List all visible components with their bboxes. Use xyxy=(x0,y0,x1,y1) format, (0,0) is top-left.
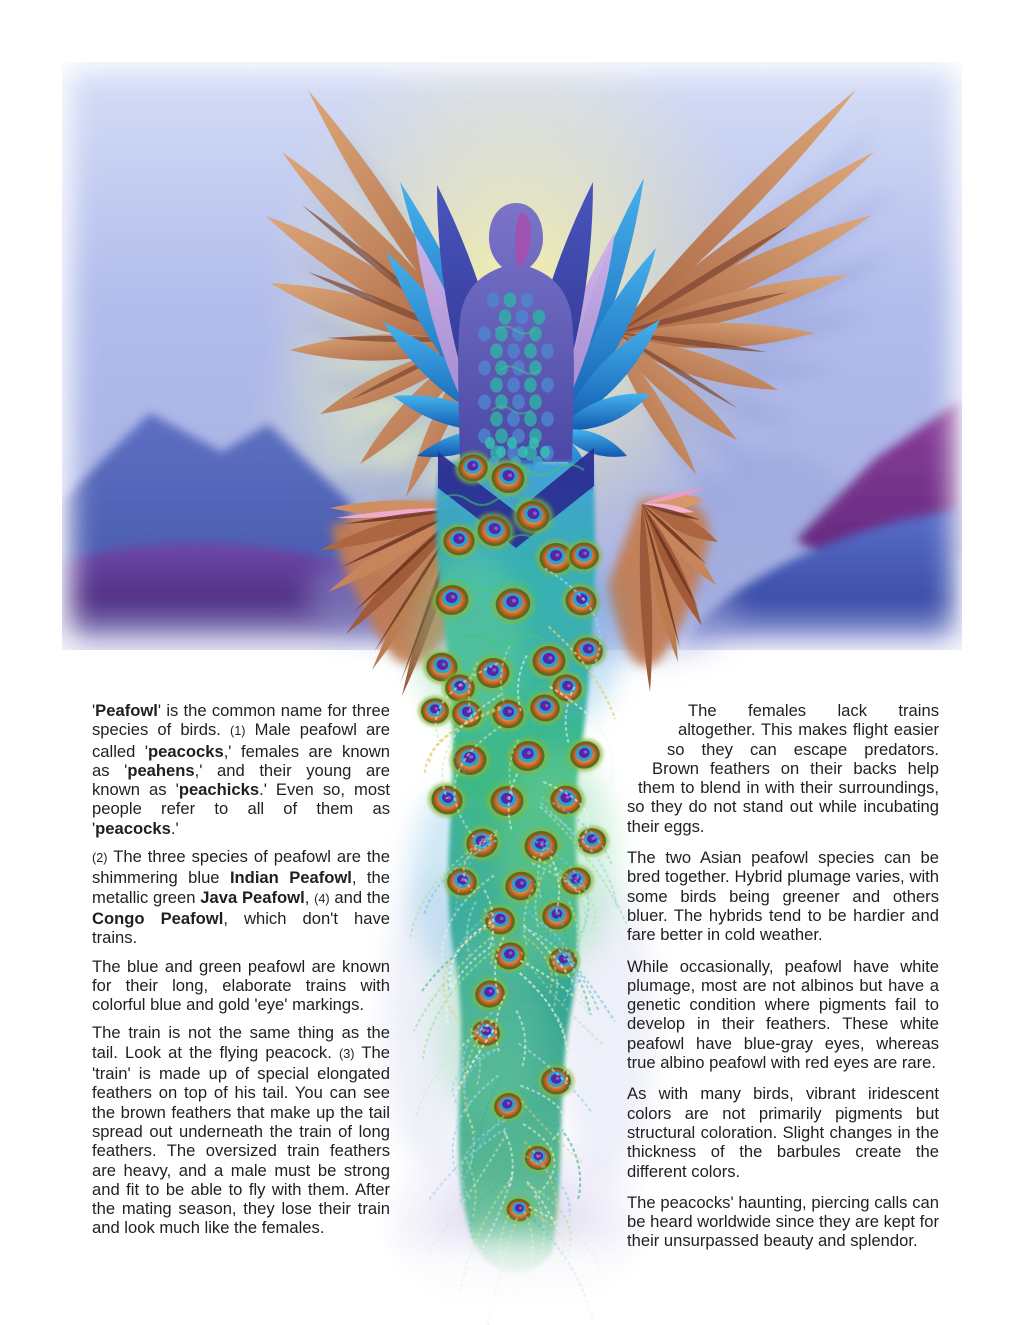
paragraph-right-2: The two Asian peafowl species can be bred together. Hybrid plumage varies, with some birds being greener and others bluer. The hybrids tend to be hardier and fare better in cold weather. xyxy=(627,848,939,945)
text-wrap-spacer xyxy=(627,701,688,720)
paragraph-left-2: (2) The three species of peafowl are the shimmering blue Indian Peafowl, the metallic green Java Peafowl, (4) and the Congo Peafowl, which don't have trains. xyxy=(92,847,391,948)
text-wrap-spacer xyxy=(627,740,667,759)
text-wrap-spacer xyxy=(627,778,638,797)
text-wrap-spacer xyxy=(627,720,678,739)
paragraph-right-1: The females lack trains altogether. This makes flight easier so they can escape predators. Brown feathers on their backs help them to blend in with their surroundings, so they do not stand out while incubating their eggs. xyxy=(627,701,939,836)
paragraph-right-4: As with many birds, vibrant iridescent colors are not primarily pigments but structural coloration. Slight changes in the thickness of the barbules create the different colors. xyxy=(627,1084,939,1181)
paragraph-left-1: 'Peafowl' is the common name for three species of birds. (1) Male peafowl are called 'peacocks,' females are known as 'peahens,' and their young are known as 'peachicks.' Even so, most people refer to all of them as 'peacocks.' xyxy=(92,701,390,838)
left-text-column xyxy=(92,701,390,1247)
right-text-column xyxy=(627,701,939,1263)
paragraph-left-4: The train is not the same thing as the tail. Look at the flying peacock. (3) The 'train' is made up of special elongated feathers on top of his tail. You can see the brown feathers that make up the tail spread out underneath the train of long feathers. The oversized train feathers are heavy, and a male must be strong and fit to be able to fly with them. After the mating season, they lose their train and look much like the females. xyxy=(92,1023,390,1238)
text-wrap-spacer xyxy=(627,759,652,778)
paragraph-right-3: While occasionally, peafowl have white plumage, most are not albinos but have a genetic condition where pigments fail to develop in their feathers. These white peafowl have blue-gray eyes, whereas true albino peafowl with red eyes are rare. xyxy=(627,956,939,1073)
paragraph-left-3: The blue and green peafowl are known for their long, elaborate trains with colorful blue and gold 'eye' markings. xyxy=(92,956,390,1015)
paragraph-right-5: The peacocks' haunting, piercing calls can be heard worldwide since they are kept for their unsurpassed beauty and splendor. xyxy=(627,1192,939,1251)
